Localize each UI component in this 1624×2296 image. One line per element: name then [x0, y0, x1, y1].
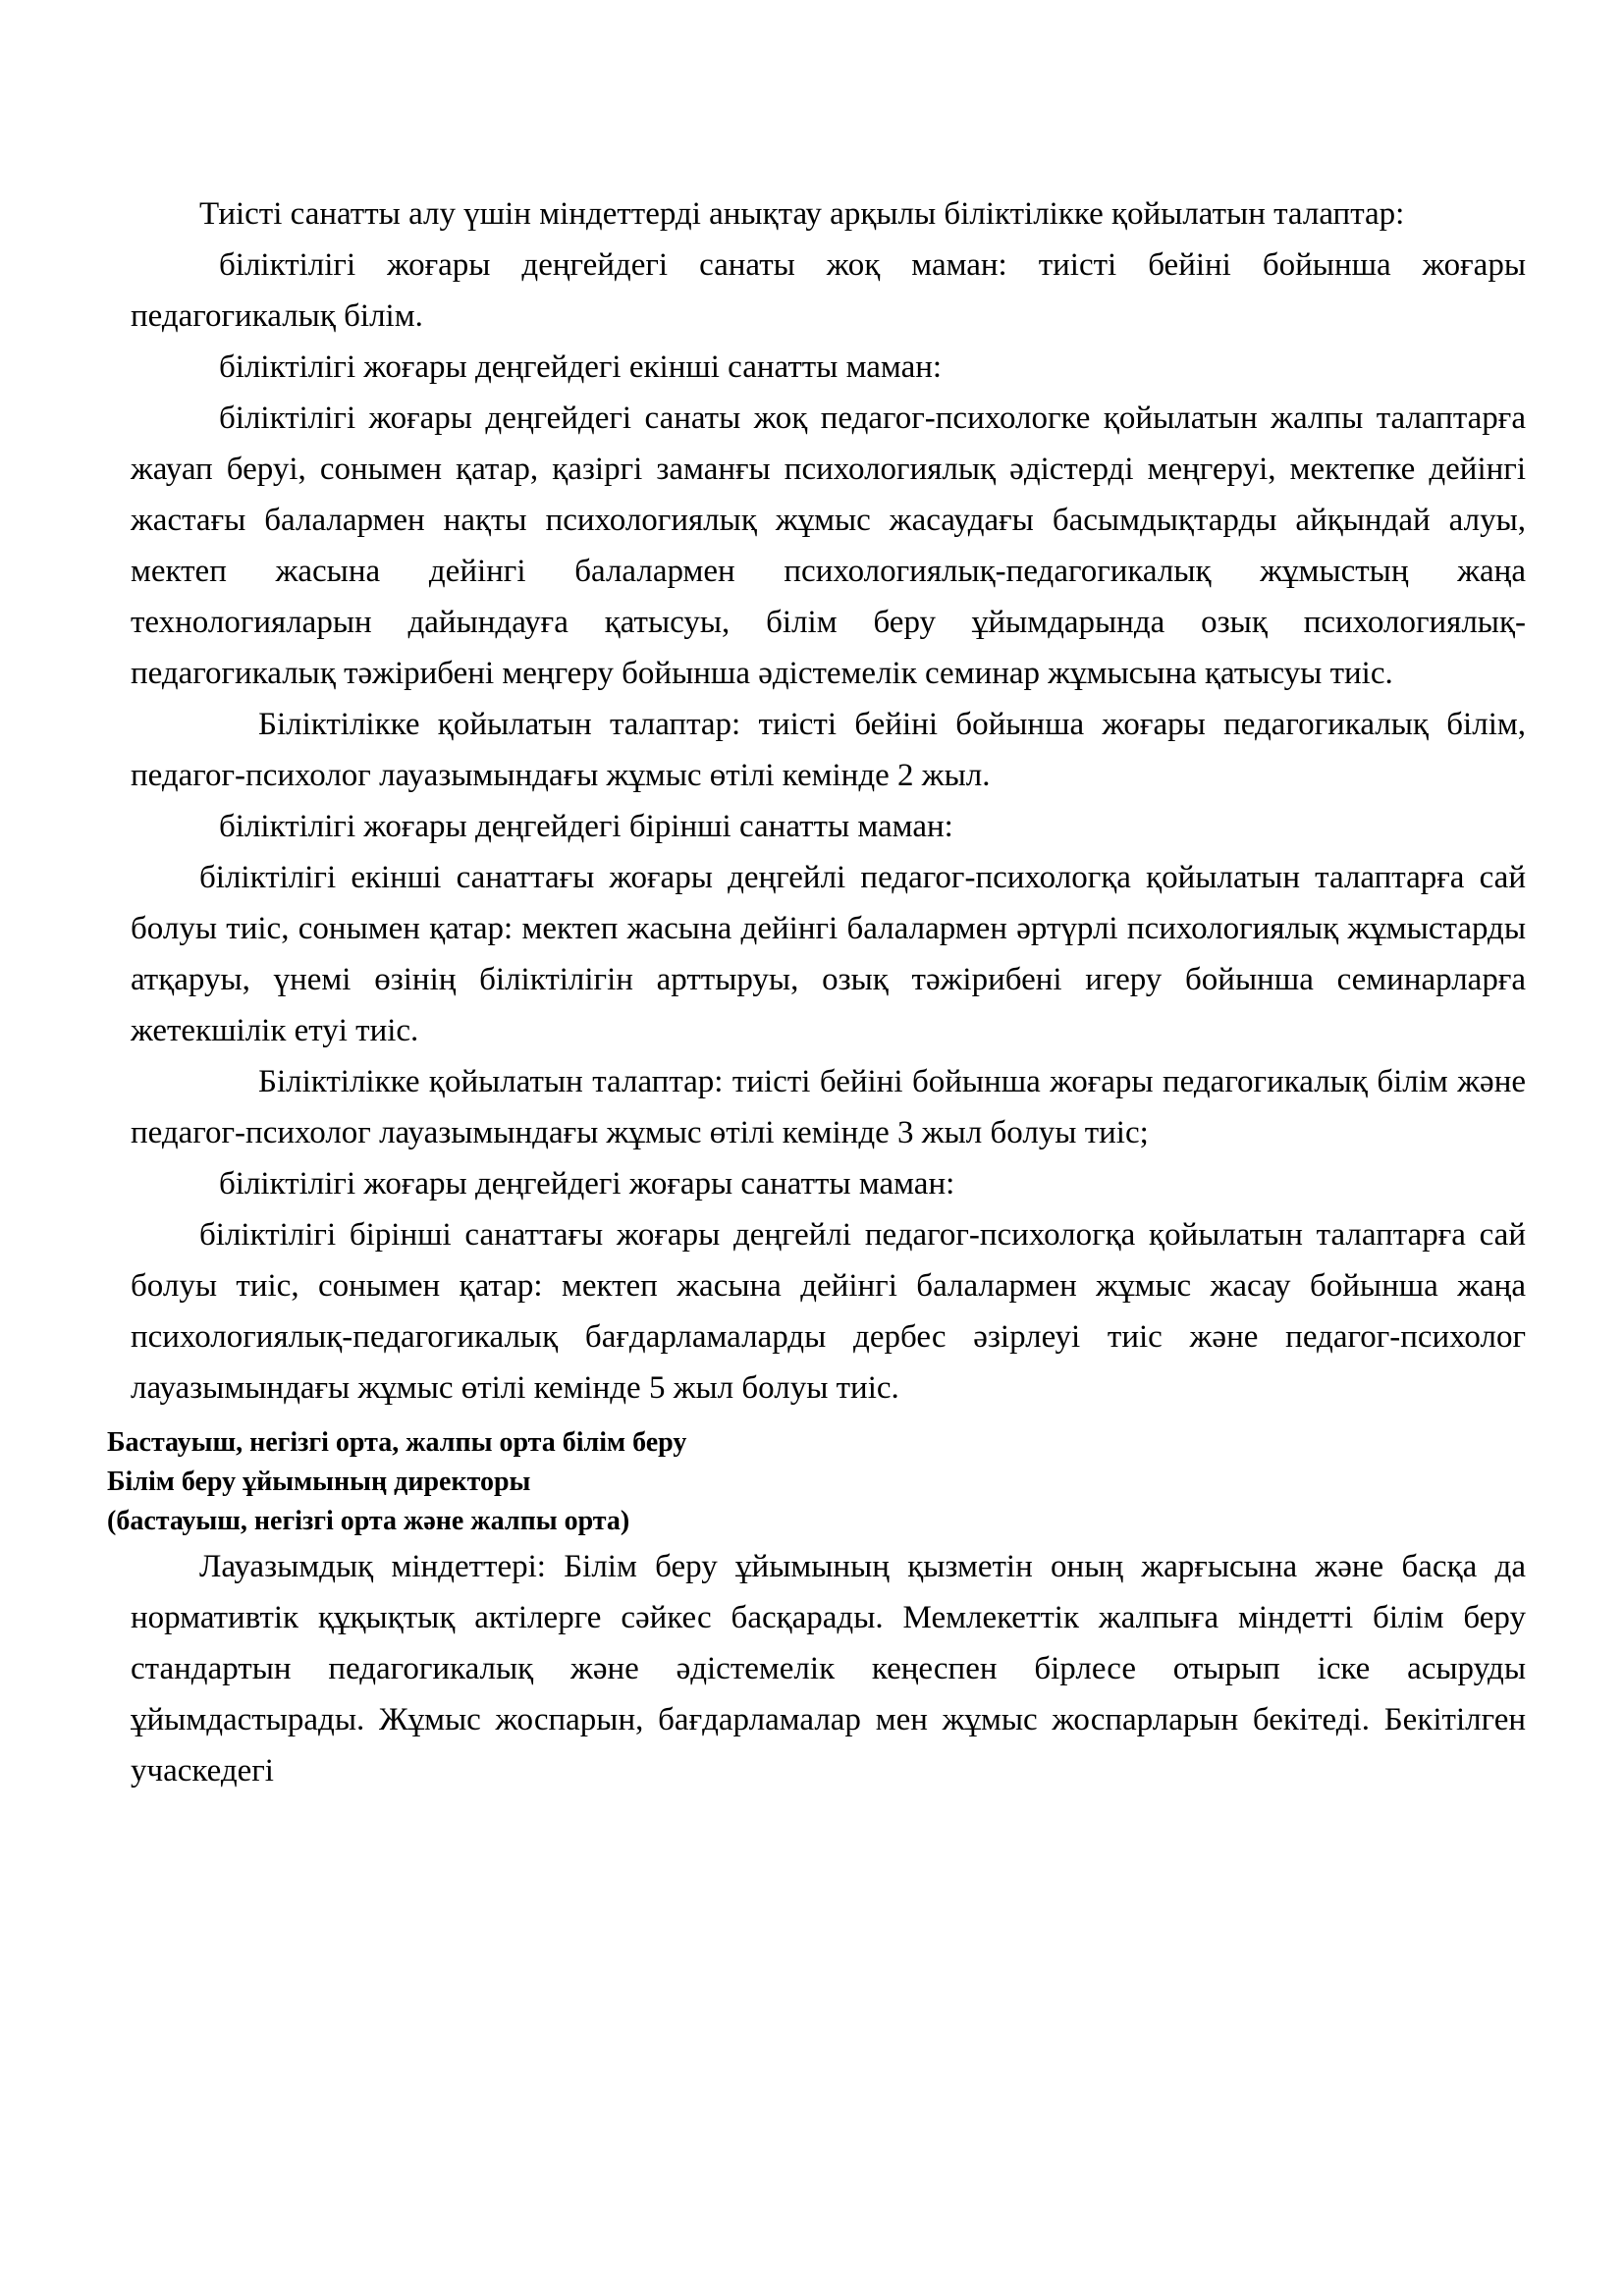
- para-first-category-label: біліктілігі жоғары деңгейдегі бірінші санатты маман:: [219, 809, 953, 844]
- para-first-category-duties: біліктілігі екінші санаттағы жоғары деңгейлі педагог-психологқа қойылатын талаптарға сай болуы тиіс, сонымен қатар: мектеп жасына дейінгі балалармен әртүрлі психологиялық жұмыстарды атқаруы, үнемі өзінің біліктілігін арттыруы, озық тәжірибені игеру бойынша семинарларға жетекшілік етуі тиіс.: [131, 860, 1526, 1048]
- para-highest-category-duties: біліктілігі бірінші санаттағы жоғары деңгейлі педагог-психологқа қойылатын талаптарға сай болуы тиіс, сонымен қатар: мектеп жасына дейінгі балалармен жұмыс жасау бойынша жаңа психологиялық-педагогикалық бағдарламаларды дербес әзірлеуі тиіс және педагог-психолог лауазымындағы жұмыс өтілі кемінде 5 жыл болуы тиіс.: [131, 1217, 1526, 1406]
- para-second-category-duties: біліктілігі жоғары деңгейдегі санаты жоқ педагог-психологке қойылатын жалпы талаптарға жауап беруі, сонымен қатар, қазіргі заманғы психологиялық әдістерді меңгеруі, мектепке дейінгі жастағы балалармен нақты психологиялық жұмыс жасаудағы басымдықтарды айқындай алуы, мектеп жасына дейінгі балалармен психологиялық-педагогикалық жұмыстың жаңа технологияларын дайындауға қатысуы, білім беру ұйымдарында озық психологиялық-педагогикалық тәжірибені меңгеру бойынша әдістемелік семинар жұмысына қатысуы тиіс.: [131, 400, 1526, 691]
- heading-director-scope: (бастауыш, негізгі орта және жалпы орта): [107, 1506, 630, 1536]
- para-highest-category-label: біліктілігі жоғары деңгейдегі жоғары санатты маман:: [219, 1166, 955, 1201]
- heading-education-levels: Бастауыш, негізгі орта, жалпы орта білім беру: [107, 1427, 687, 1458]
- para-qualification-intro: Тиісті санатты алу үшін міндеттерді анықтау арқылы біліктілікке қойылатын талаптар:: [199, 196, 1405, 232]
- heading-director-position: Білім беру ұйымының директоры: [107, 1467, 531, 1497]
- para-no-category-specialist: біліктілігі жоғары деңгейдегі санаты жоқ маман: тиісті бейіні бойынша жоғары педагогикалық білім.: [131, 247, 1526, 334]
- para-second-category-label: біліктілігі жоғары деңгейдегі екінші санатты маман:: [219, 349, 943, 385]
- para-requirements-3-years: Біліктілікке қойылатын талаптар: тиісті бейіні бойынша жоғары педагогикалық білім және педагог-психолог лауазымындағы жұмыс өтілі кемінде 3 жыл болуы тиіс;: [131, 1064, 1526, 1150]
- para-requirements-2-years: Біліктілікке қойылатын талаптар: тиісті бейіні бойынша жоғары педагогикалық білім, педагог-психолог лауазымындағы жұмыс өтілі кемінде 2 жыл.: [131, 707, 1526, 793]
- para-director-duties: Лауазымдық міндеттері: Білім беру ұйымының қызметін оның жарғысына және басқа да нормативтік құқықтық актілерге сәйкес басқарады. Мемлекеттік жалпыға міндетті білім беру стандартын педагогикалық және әдістемелік кеңеспен бірлесе отырып іске асыруды ұйымдастырады. Жұмыс жоспарын, бағдарламалар мен жұмыс жоспарларын бекітеді. Бекітілген учаскедегі: [131, 1549, 1526, 1789]
